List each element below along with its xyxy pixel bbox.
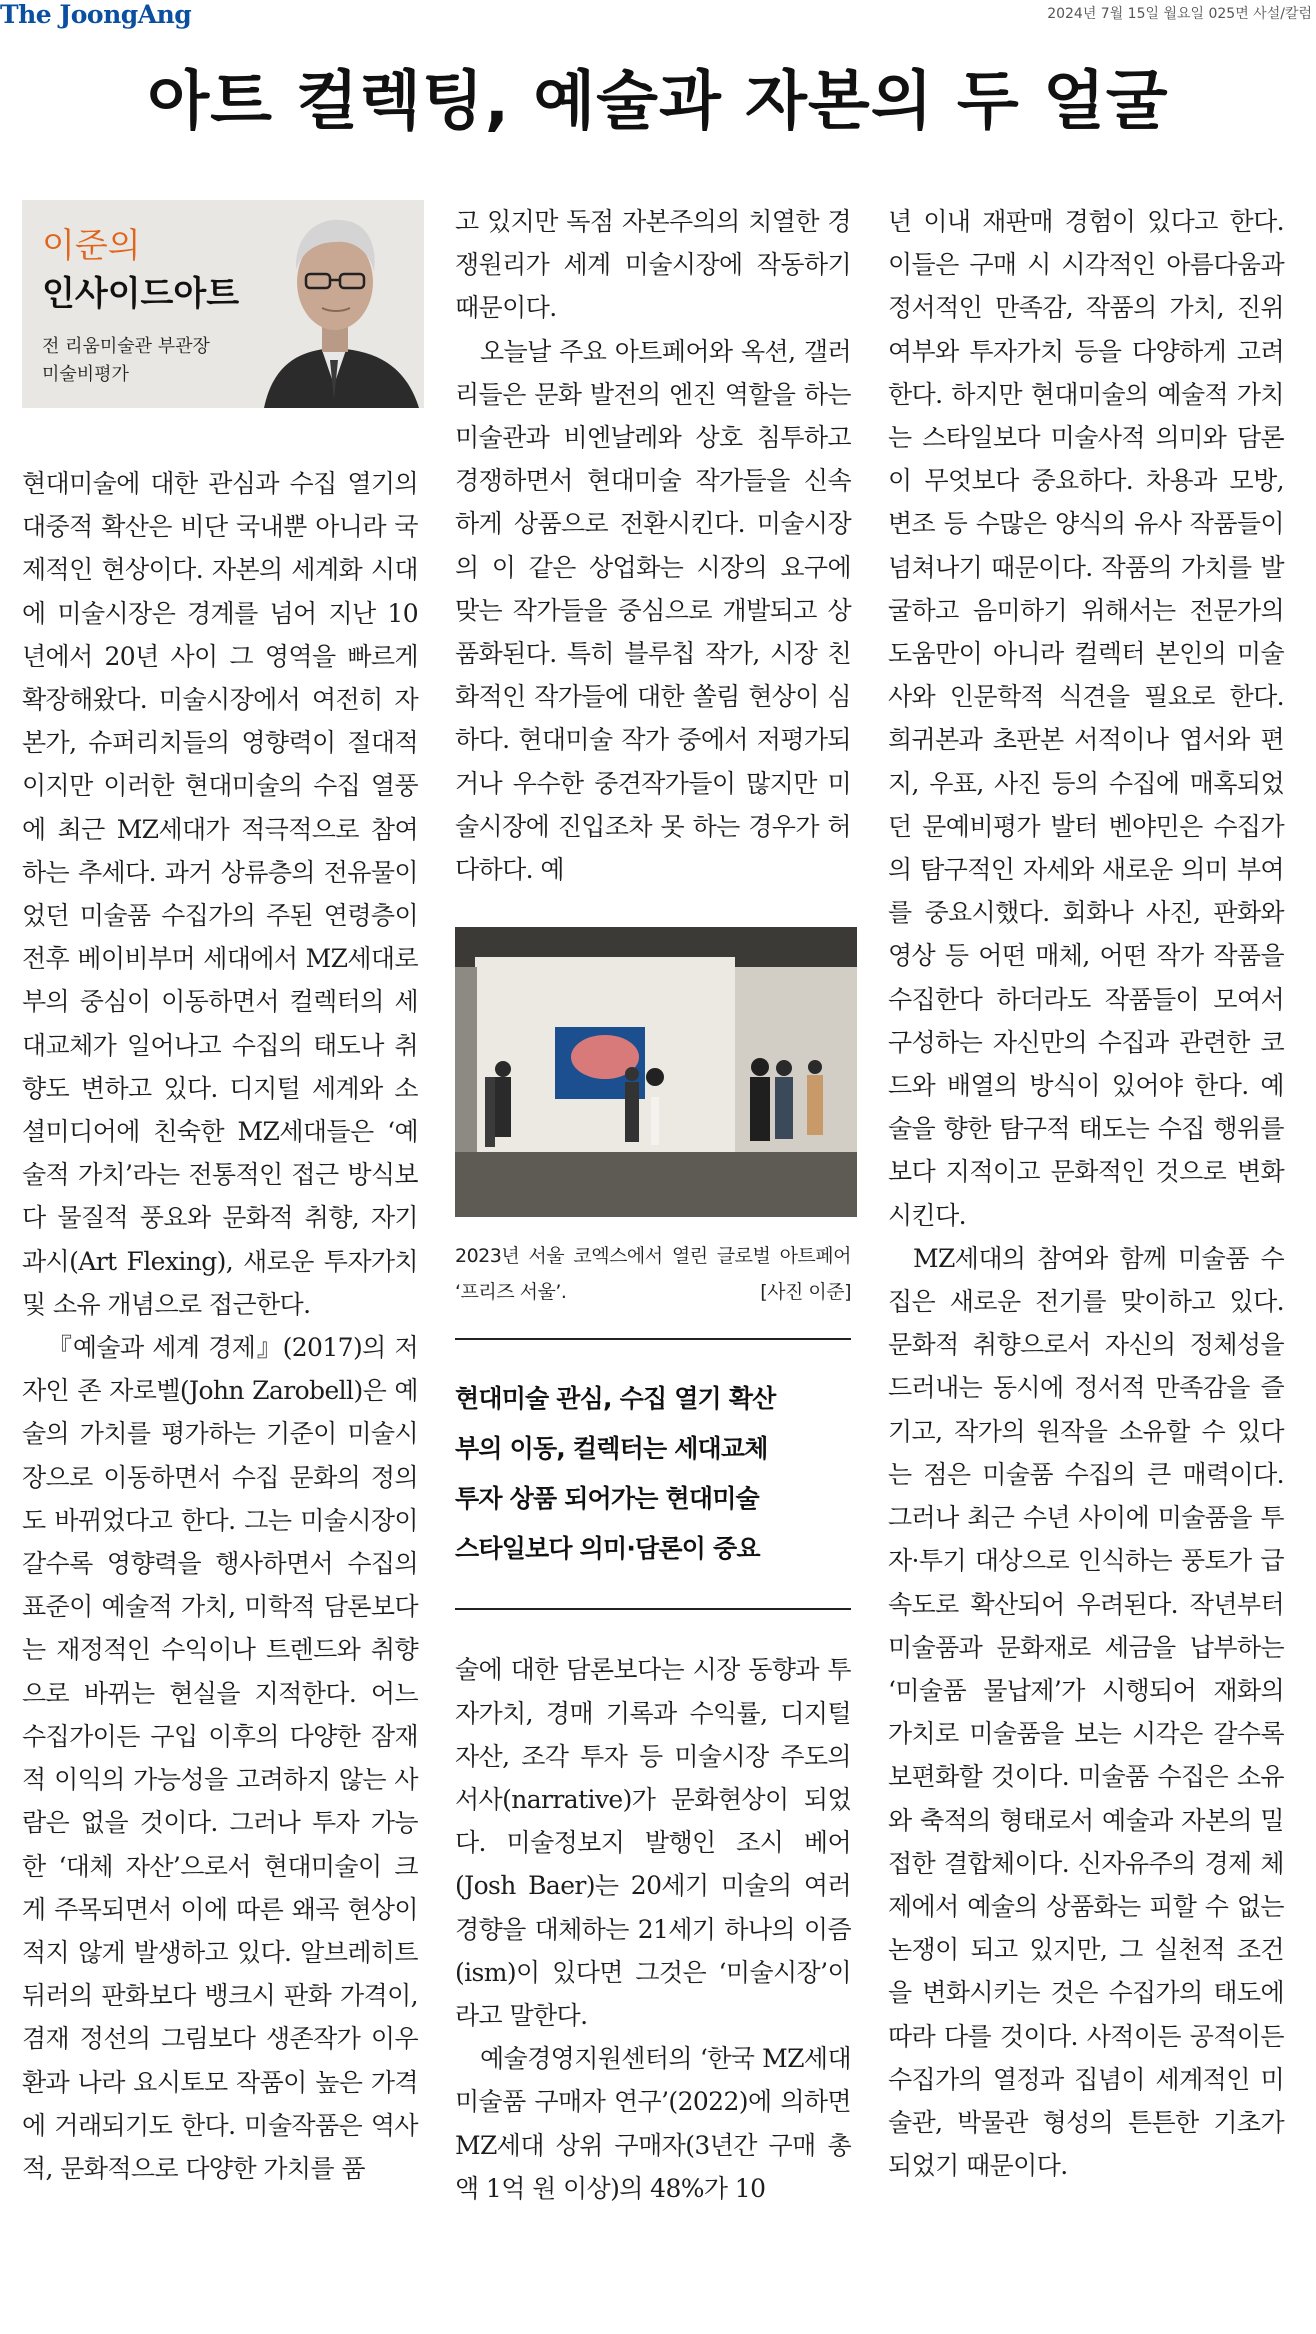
paragraph: 오늘날 주요 아트페어와 옥션, 갤러리들은 문화 발전의 엔진 역할을 하는 미술관과 비엔날레와 상호 침투하고 경쟁하면서 현대미술 작가들을 신속하게 상품으로 전환시킨다. 미술시장의 이 같은 상업화는 시장의 요구에 맞는 작가들을 중심으로 개발되고 상품화된다. 특히 블루칩 작가, 시장 친화적인 작가들에 대한 쏠림 현상이 심하다. 현대미술 작가 중에서 저평가되거나 우수한 중견작가들이 많지만 미술시장에 진입조차 못 하는 경우가 허다하다. 예 [455,336,851,885]
article-column-2 [455,200,851,2210]
pull-quote [455,1338,851,1610]
caption-text: 2023년 서울 코엑스에서 열린 글로벌 아트페어 ‘프리즈 서울’. [455,1245,851,1304]
paragraph: MZ세대의 참여와 함께 미술품 수집은 새로운 전기를 맞이하고 있다. 문화적 취향으로서 자신의 정체성을 드러내는 동시에 정서적 만족감을 즐기고, 작가의 원작을 소유할 수 있다는 점은 미술품 수집의 큰 매력이다. 그러나 최근 수년 사이에 미술품을 투자·투기 대상으로 인식하는 풍토가 급속도로 확산되어 우려된다. 작년부터 미술품과 문화재로 세금을 납부하는 ‘미술품 물납제’가 시행되어 재화의 가치로 미술품을 보는 시각은 갈수록 보편화할 것이다. 미술품 수집은 소유와 축적의 형태로서 예술과 자본의 밀접한 결합체이다. 신자유주의 경제 체제에서 예술의 상품화는 피할 수 없는 논쟁이 되고 있지만, 그 실천적 조건을 변화시키는 것은 수집가의 태도에 따라 다를 것이다. 사적이든 공적이든 수집가의 열정과 집념이 세계적인 미술관, 박물관 형성의 튼튼한 기초가 되었기 때문이다. [888,1243,1284,2181]
article-photo [455,927,857,1217]
column-series-title [42,222,239,318]
article-column-3 [888,200,1284,2187]
pull-quote-line: 스타일보다 의미·담론이 중요 [455,1534,760,1564]
paragraph: 술에 대한 담론보다는 시장 동향과 투자가치, 경매 기록과 수익률, 디지털 자산, 조각 투자 등 미술시장 주도의 서사(narrative)가 문화현상이 되었다. 미술정보지 발행인 조시 베어(Josh Baer)는 20세기 미술의 여러 경향을 대체하는 21세기 하나의 이즘(ism)이 있다면 그것은 ‘미술시장’이라고 말한다. [455,1655,851,2031]
paragraph: 예술경영지원센터의 ‘한국 MZ세대 미술품 구매자 연구’(2022)에 의하면 MZ세대 상위 구매자(3년간 구매 총액 1억 원 이상)의 48%가 10 [455,2044,851,2203]
series-title-line-1: 이준의 [42,226,141,266]
paragraph: 『예술과 세계 경제』(2017)의 저자인 존 자로벨(John Zarobell)은 예술의 가치를 평가하는 기준이 미술시장으로 이동하면서 수집 문화의 정의도 바뀌었다고 한다. 그는 미술시장이 갈수록 영향력을 행사하면서 수집의 표준이 예술적 가치, 미학적 담론보다는 재정적인 수익이나 트렌드와 취향으로 바뀌는 현실을 지적한다. 어느 수집가이든 구입 이후의 다양한 잠재적 이익의 가능성을 고려하지 않는 사람은 없을 것이다. 그러나 투자 가능한 ‘대체 자산’으로서 현대미술이 크게 주목되면서 이에 따른 왜곡 현상이 적지 않게 발생하고 있다. 알브레히트 뒤러의 판화보다 뱅크시 판화 가격이, 겸재 정선의 그림보다 생존작가 이우환과 나라 요시토모 작품이 높은 가격에 거래되기도 한다. 미술작품은 역사적, 문화적으로 다양한 가치를 품 [22,1333,418,2183]
author-role [42,333,210,389]
article-column-1 [22,200,418,2190]
author-portrait [244,200,424,408]
photo-credit: [사진 이준] [760,1281,851,1304]
series-title-line-2: 인사이드아트 [42,274,240,314]
newspaper-logo[interactable]: The JoongAng [0,0,192,29]
dateline: 2024년 7월 15일 월요일 025면 사설/칼럼 [1047,6,1312,22]
paragraph: 고 있지만 독점 자본주의의 치열한 경쟁원리가 세계 미술시장에 작동하기 때문이다. [455,207,851,323]
pull-quote-line: 투자 상품 되어가는 현대미술 [455,1484,759,1514]
pull-quote-line: 현대미술 관심, 수집 열기 확산 [455,1384,776,1414]
author-role-line-2: 미술비평가 [42,364,129,385]
article-headline: 아트 컬렉팅, 예술과 자본의 두 얼굴 [147,65,1169,139]
paragraph: 년 이내 재판매 경험이 있다고 한다. 이들은 구매 시 시각적인 아름다움과 정서적인 만족감, 작품의 가치, 진위 여부와 투자가치 등을 다양하게 고려한다. 하지만 현대미술의 예술적 가치는 스타일보다 미술사적 의미와 담론이 무엇보다 중요하다. 차용과 모방, 변조 등 수많은 양식의 유사 작품들이 넘쳐나기 때문이다. 작품의 가치를 발굴하고 음미하기 위해서는 전문가의 도움만이 아니라 컬렉터 본인의 미술사와 인문학적 식견을 필요로 한다. 희귀본과 초판본 서적이나 엽서와 편지, 우표, 사진 등의 수집에 매혹되었던 문예비평가 발터 벤야민은 수집가의 탐구적인 자세와 새로운 의미 부여를 중요시했다. 회화나 사진, 판화와 영상 등 어떤 매체, 어떤 작가 작품을 수집한다 하더라도 작품들이 모여서 구성하는 자신만의 수집과 관련한 코드와 배열의 방식이 있어야 한다. 예술을 향한 탐구적 태도는 수집 행위를 보다 지적이고 문화적인 것으로 변화시킨다. [888,207,1284,1230]
masthead [0,0,1316,30]
paragraph: 현대미술에 대한 관심과 수집 열기의 대중적 확산은 비단 국내뿐 아니라 국제적인 현상이다. 자본의 세계화 시대에 미술시장은 경계를 넘어 지난 10년에서 20년 사이 그 영역을 빠르게 확장해왔다. 미술시장에서 여전히 자본가, 슈퍼리치들의 영향력이 절대적이지만 이러한 현대미술의 수집 열풍에 최근 MZ세대가 적극적으로 참여하는 추세다. 과거 상류층의 전유물이었던 미술품 수집가의 주된 연령층이 전후 베이비부머 세대에서 MZ세대로 부의 중심이 이동하면서 컬렉터의 세대교체가 일어나고 수집의 태도나 취향도 변하고 있다. 디지털 세계와 소셜미디어에 친숙한 MZ세대들은 ‘예술적 가치’라는 전통적인 접근 방식보다 물질적 풍요와 문화적 취향, 자기 과시(Art Flexing), 새로운 투자가치 및 소유 개념으로 접근한다. [22,469,418,1319]
columnist-byline [22,200,424,408]
author-role-line-1: 전 리움미술관 부관장 [42,336,210,357]
pull-quote-line: 부의 이동, 컬렉터는 세대교체 [455,1434,768,1464]
photo-caption [455,1238,851,1310]
